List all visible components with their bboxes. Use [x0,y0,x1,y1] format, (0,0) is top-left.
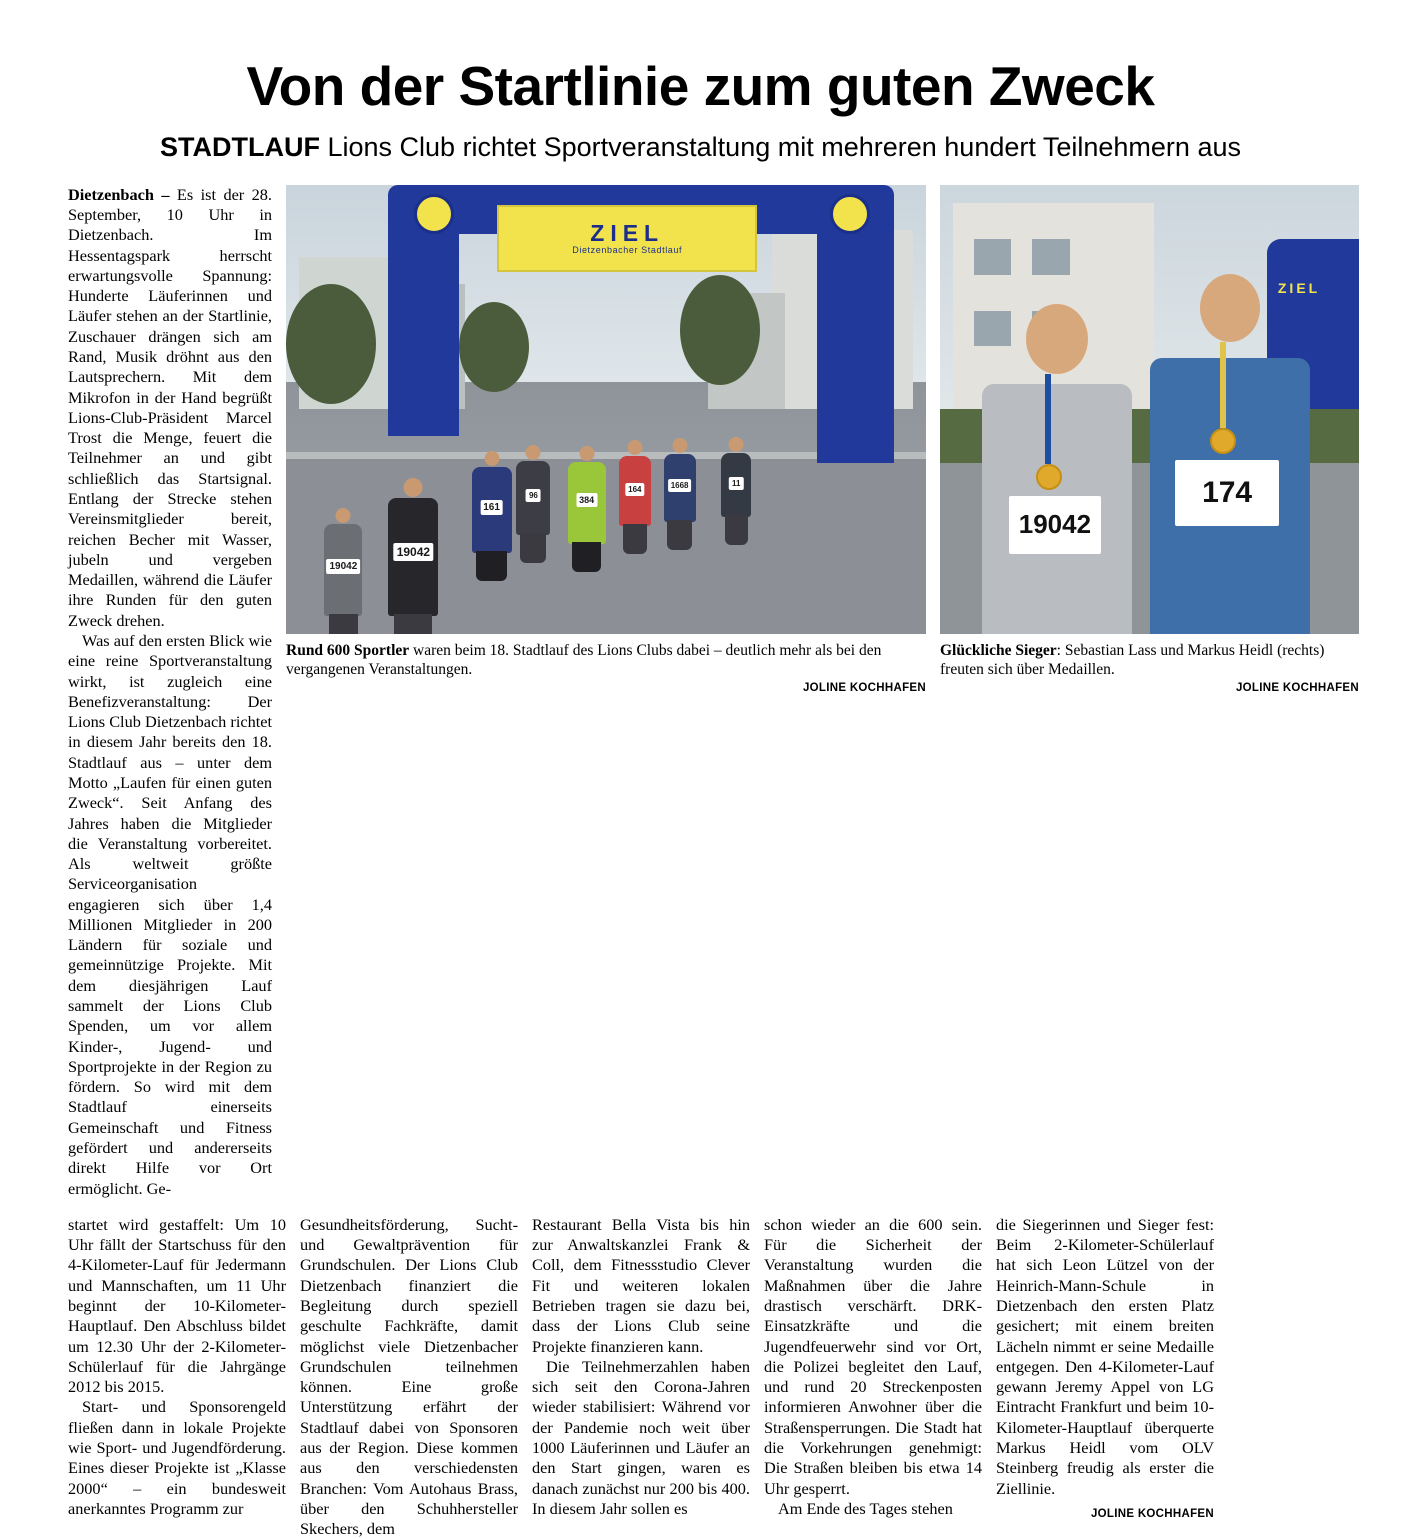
runner-head [627,440,642,455]
page-title: Von der Startlinie zum guten Zweck [246,55,1155,117]
finish-banner [497,205,757,272]
runner-figure [619,456,651,526]
caption-rest-side: : Sebastian Lass und Markus Heidl (rechts) freuten sich über Medaillen. [940,641,1325,679]
tree-icon [459,302,529,392]
runner-legs [394,614,432,634]
runner-head [336,508,351,523]
lead-paragraph-1 [68,185,272,631]
winner-head [1026,304,1088,374]
runner-head [579,446,594,461]
runner-figure [324,524,362,616]
photo-start-line [286,185,926,634]
runner-legs [667,520,691,550]
article-byline: JOLINE KOCHHAFEN [1090,1507,1214,1520]
medal-ribbon [1220,342,1226,428]
medal-icon [1036,464,1062,490]
runner-legs [329,614,358,634]
c5-paragraph-1: schon wieder an die 600 sein. Für die Sicherheit der Veranstaltung wurden die Maßnahmen über die Jahre drastisch verschärft. DRK-Einsatzkräfte und die Jugendfeuerwehr sind vor Ort, die Polizei begleitet den Lauf, und rund 20 Streckenposten informieren Anwohner über die Straßensperrungen. Die Stadt hat die Vorkehrungen genehmigt: Die Straßen bleiben bis etwa 14 Uhr gesperrt. [764,1214,982,1498]
road [286,454,926,634]
medal-ribbon [1045,374,1051,464]
runner-head [404,478,423,497]
photo-block-main [286,185,926,694]
lions-logo-icon [830,194,870,234]
c2-paragraph-2: Start- und Sponsorengeld fließen dann in lokale Projekte wie Sport- und Jugendförderung. Eines dieser Projekte ist „Klasse 2000“ – ein bundesweit anerkanntes Programm zur [68,1397,286,1518]
bib-number: 19042 [326,559,360,574]
bib-number: 161 [480,500,503,515]
runner-legs [572,542,601,572]
column-4 [532,1215,750,1539]
column-3 [300,1215,518,1539]
photo-credit-side: JOLINE KOCHHAFEN [1235,681,1359,694]
runner-head [526,445,541,460]
column-5 [764,1215,982,1539]
article-content [68,184,1359,1539]
c4-paragraph-2: Die Teilnehmerzahlen haben sich seit den Corona-Jahren wieder stabilisiert: Während vor der Pandemie noch weit über 1000 Läuferinnen und Läufer an den Start gingen, waren es danach zunächst nur 200 bis 400. In diesem Jahr sollen es [532,1356,750,1518]
runner-figure [664,454,696,522]
photo-area [286,185,1359,694]
c6-paragraph-1: die Siegerinnen und Sieger fest: Beim 2-Kilometer-Schülerlauf hat sich Leon Lützel von der Heinrich-Mann-Schule in Dietzenbach den ersten Platz gesichert; mit einem breiten Lächeln nimmt er seine Medaille entgegen. Den 4-Kilometer-Lauf gewann Jeremy Appel von LG Eintracht Frankfurt und beim 10-Kilometer-Hauptlauf überquerte Markus Heidl vom OLV Steinberg freudig als erster die Ziellinie. [996,1214,1214,1498]
bib-number: 1668 [668,479,692,492]
lead-paragraph-2: Was auf den ersten Blick wie eine reine Sportveranstaltung wirkt, ist zugleich eine Benefizveranstaltung: Der Lions Club Dietzenbach richtet in diesem Jahr bereits den 18. Stadtlauf aus – unter dem Motto „Laufen für einen guten Zweck“. Seit Anfang des Jahres haben die Mitglieder die Veranstaltung vorbereitet. Als weltweit größte Serviceorganisation engagieren sich über 1,4 Millionen Mitglieder in 200 Ländern für soziale und gemeinnützige Projekte. Mit dem diesjährigen Lauf sammelt der Lions Club Spenden, um vor allem Kinder-, Jugend- und Sportprojekte in der Region zu fördern. So wird mit dem Stadtlauf einerseits Gemeinschaft und Fitness gefördert und andererseits direkt Hilfe vor Ort ermöglicht. Ge- [68,630,272,1198]
runner-legs [725,515,748,545]
runner-head [672,438,687,453]
winner-head [1200,274,1260,342]
subheadline [0,132,1401,163]
lead-paragraph-1-text: Es ist der 28. September, 10 Uhr in Dietzenbach. Im Hessentagspark herrscht erwartungsvolle Spannung: Hunderte Läuferinnen und Läufer stehen an der Startlinie, Zuschauer drängen sich am Rand, Musik dröhnt aus den Lautsprechern. Mit dem Mikrofon in der Hand begrüßt Lions-Club-Präsident Marcel Trost die Menge, feuert die Teilnehmer an und gibt schließlich das Startsignal. Entlang der Strecke stehen Vereinsmitglieder bereit, reichen Becher mit Wasser, jubeln und vergeben Medaillen, während die Läufer ihre Runden für den guten Zweck drehen. [68,184,273,630]
bib-number: 174 [1175,460,1279,526]
bib-number: 164 [625,483,644,496]
window [974,239,1012,275]
top-row [68,184,1359,1199]
dateline: Dietzenbach – [68,184,170,204]
runner-legs [623,524,647,554]
finish-banner-subtext: Dietzenbacher Stadtlauf [572,244,683,255]
runner-figure [388,498,438,616]
column-2 [68,1215,286,1539]
bib-number: 19042 [1009,496,1101,554]
bib-number: 11 [729,477,743,490]
caption-lead-side: Glückliche Sieger [940,641,1057,659]
photo-caption-main [286,641,926,680]
lions-logo-icon [414,194,454,234]
subheadline-text: Lions Club richtet Sportveranstaltung mit mehreren hundert Teilnehmern aus [319,131,1241,162]
bib-number: 384 [576,493,597,507]
c4-paragraph-1: Restaurant Bella Vista bis hin zur Anwaltskanzlei Frank & Coll, dem Fitnessstudio Clever Fit und weiteren lokalen Betrieben tragen sie dazu bei, dass der Lions Club seine Projekte finanzieren kann. [532,1214,750,1356]
runner-legs [520,533,546,563]
c2-paragraph-1: startet wird gestaffelt: Um 10 Uhr fällt der Startschuss für den 4-Kilometer-Lauf für Jedermann und Mannschaften, um 11 Uhr beginnt der 10-Kilometer-Hauptlauf. Den Abschluss bildet um 12.30 Uhr der 2-Kilometer-Schülerlauf für die Jahrgänge 2012 bis 2015. [68,1214,286,1397]
c5-paragraph-2: Am Ende des Tages stehen [778,1498,953,1518]
runner-figure [721,453,751,517]
medal-icon [1210,428,1236,454]
runner-head [484,451,499,466]
tree-icon [286,284,376,404]
bib-number: 96 [526,489,541,502]
caption-lead-main: Rund 600 Sportler [286,641,410,659]
photo-caption-side [940,641,1359,680]
runner-head [729,437,744,452]
photo-winners [940,185,1359,634]
finish-banner-text: ZIEL [590,219,665,246]
runner-figure [568,462,606,544]
c3-paragraph-1: Gesundheitsförderung, Sucht- und Gewaltprävention für Grundschulen. Der Lions Club Dietzenbach finanziert die Begleitung durch speziell geschulte Fachkräfte, damit möglichst viele Dietzenbacher Grundschulen teilnehmen können. Eine große Unterstützung erfährt der Stadtlauf dabei von Sponsoren aus der Region. Diese kommen aus den verschiedensten Branchen: Vom Autohaus Brass, über den Schuhhersteller Skechers, dem [300,1214,518,1539]
window [1032,239,1070,275]
finish-arch-text: ZIEL [1277,280,1321,297]
kicker-label: STADTLAUF [160,131,320,162]
runner-figure [472,467,512,553]
runner-legs [476,551,506,581]
photo-block-side [940,185,1359,694]
bottom-columns [68,1215,1333,1539]
newspaper-page [0,55,1401,1539]
winner-left [982,304,1132,634]
photo-credit-main: JOLINE KOCHHAFEN [802,681,926,694]
column-lead [68,185,286,1199]
tree-icon [680,275,760,385]
winner-right [1150,274,1310,634]
bib-number: 19042 [394,543,433,561]
runner-figure [516,461,550,535]
caption-rest-main: waren beim 18. Stadtlauf des Lions Clubs dabei – deutlich mehr als bei den vergangenen Veranstaltungen. [286,641,882,679]
column-6 [996,1215,1214,1539]
